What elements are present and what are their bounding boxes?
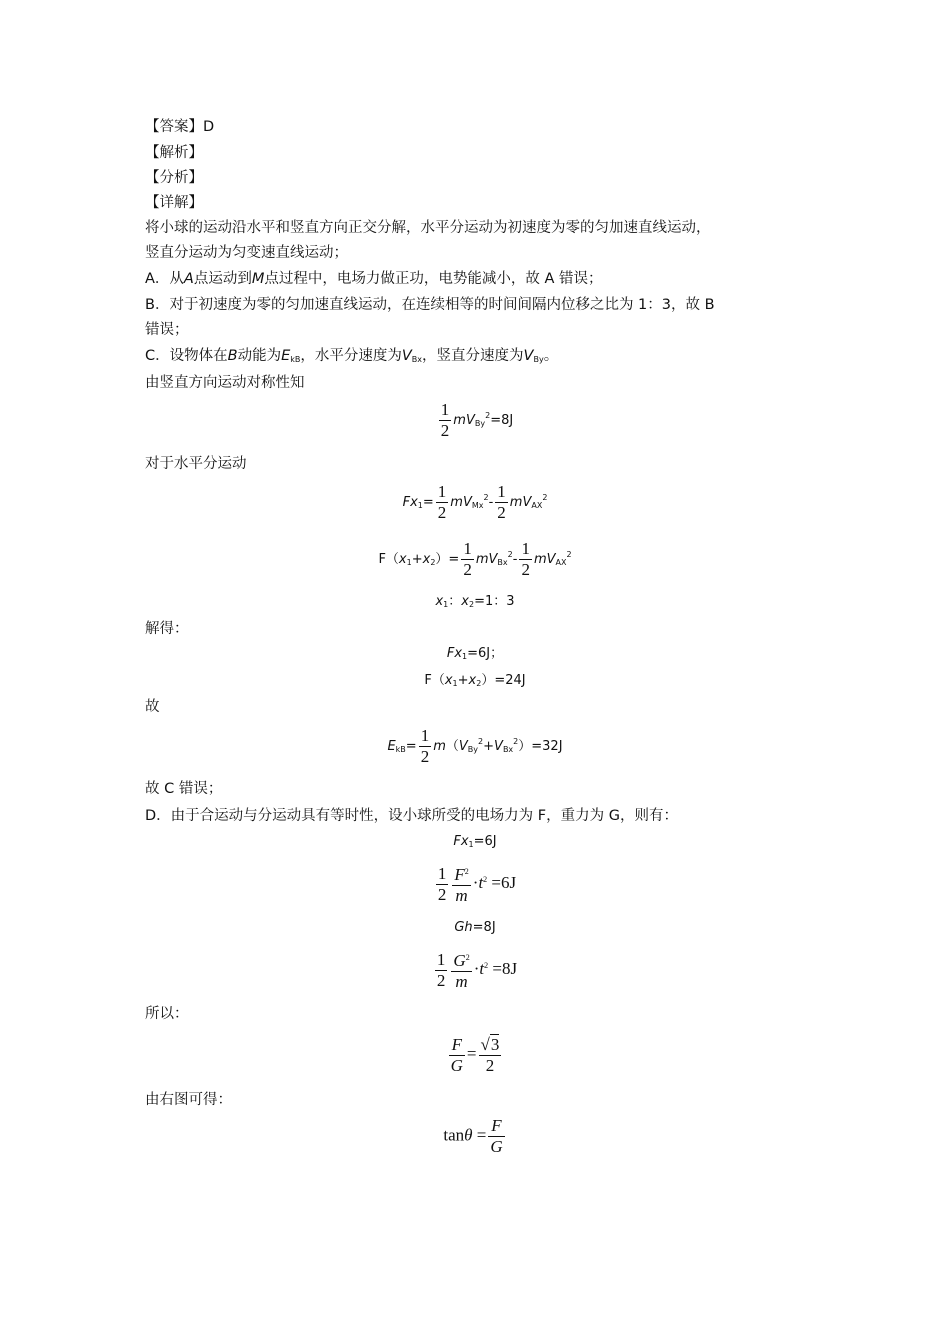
therefore-line: 故 (145, 699, 160, 715)
fraction-half: $\frac{1}{2}$ (521, 539, 530, 579)
option-c-t3: ，水平分速度为 (300, 348, 402, 364)
fraction-sqrt3-over-2: $\frac{√3}{2}$ (480, 1035, 500, 1075)
option-b-line-1: B．对于初速度为零的匀加速直线运动，在连续相等的时间间隔内位移之比为 1：3，故 B (145, 297, 715, 313)
equation-fx1-result: $Fx_1=6J$； (446, 646, 504, 661)
xiangjie-heading: 【详解】 (145, 195, 203, 211)
option-a-prefix: A．从 (145, 271, 184, 287)
fraction-half: $\frac{1}{2}$ (436, 949, 446, 990)
option-a-rest: 点过程中，电场力做正功，电势能减小，故 A 错误； (264, 271, 603, 287)
equation-fx1: $Fx_1=$ $\frac{1}{2}$ $mV_{Mx}^2-$ $\frac{1}{2}$ $mV_{AX}^2$ (402, 482, 548, 522)
from-figure-line: 由右图可得： (145, 1092, 232, 1108)
answer-line: 【答案】D (145, 119, 215, 135)
paragraph-decomposition-1: 将小球的运动沿水平和竖直方向正交分解，水平分运动为初速度为零的匀加速直线运动， (145, 220, 711, 236)
fraction-g2-over-m: $\frac{G^2}{m}$ (451, 948, 471, 992)
fraction-f-over-g: $\frac{F}{G}$ (450, 1034, 463, 1075)
equation-ekb: $E_{kB}=$ $\frac{1}{2}$ $m(V_{By}^2+V_{Bx}^2)=32J$ (387, 726, 563, 766)
option-c-wrong-line: 故 C 错误； (145, 781, 223, 797)
fraction-half: $\frac{1}{2}$ (463, 539, 472, 579)
fraction-half: $\frac{1}{2}$ (437, 482, 447, 522)
paragraph-decomposition-2: 竖直分运动为匀变速直线运动； (145, 245, 348, 261)
equation-ratio: $x_1$：$x_2=1$：3 (435, 594, 515, 609)
fenxi-heading: 【分析】 (145, 170, 203, 186)
option-a-mid: 点运动到 (193, 271, 252, 287)
fraction-f-over-g: $\frac{F}{G}$ (490, 1116, 503, 1156)
option-c-prefix: C．设物体在 (145, 348, 228, 364)
so-line: 所以： (145, 1006, 189, 1022)
equation-vertical-energy: $\frac{1}{2}$ $mV_{By}^2=8J$ (440, 400, 514, 440)
option-b-line-2: 错误； (145, 322, 189, 338)
option-c-t2: 动能为 (237, 348, 282, 364)
symmetry-line: 由竖直方向运动对称性知 (145, 375, 305, 391)
option-a-line (145, 269, 603, 289)
solve-line: 解得： (145, 621, 189, 637)
ekb-subscript: kB (290, 355, 301, 364)
horizontal-motion-line: 对于水平分运动 (145, 456, 247, 472)
option-d-line: D．由于合运动与分运动具有等时性，设小球所受的电场力为 F，重力为 G，则有： (145, 808, 678, 824)
equation-fx1-6j: $Fx_1=6J$ (453, 834, 497, 849)
option-c-t4: ，竖直分速度为 (422, 348, 524, 364)
option-c-line (145, 346, 558, 370)
vbx-symbol: V (401, 348, 412, 364)
fraction-half: $\frac{1}{2}$ (440, 400, 450, 440)
fraction-half: $\frac{1}{2}$ (420, 726, 430, 766)
option-c-t5: 。 (543, 348, 559, 364)
fraction-f2-over-m: $\frac{F^2}{m}$ (452, 862, 470, 906)
vby-subscript: By (533, 355, 544, 364)
fraction-half: $\frac{1}{2}$ (437, 863, 447, 904)
equation-tan-theta: tanθ = $\frac{F}{G}$ (443, 1116, 503, 1156)
point-b: B (227, 348, 238, 364)
equation-f-total-result: $F(x_1+x_2)=24J$ (424, 673, 526, 688)
equation-f-kinematic: $\frac{1}{2}$ $\frac{F^2}{m}$ $\cdot t^2 =6J$ (437, 863, 517, 905)
equation-gh-8j: Gh=8J (454, 920, 496, 935)
equation-f-x1-x2: $F(x_1+x_2)=$ $\frac{1}{2}$ $mV_{Bx}^2-$ $\frac{1}{2}$ $mV_{AX}^2$ (378, 539, 572, 579)
vbx-subscript: Bx (411, 355, 423, 364)
vby-symbol: V (523, 348, 534, 364)
equation-f-over-g: $\frac{F}{G}$ = $\frac{√3}{2}$ (450, 1034, 500, 1075)
ekb-symbol: E (281, 348, 291, 364)
fraction-half: $\frac{1}{2}$ (497, 482, 506, 522)
equation-g-kinematic: $\frac{1}{2}$ $\frac{G^2}{m}$ $\cdot t^2 =8J$ (436, 949, 518, 991)
point-m: M (251, 271, 265, 287)
point-a: A (183, 271, 194, 287)
analysis-heading: 【解析】 (145, 145, 203, 161)
sqrt-sign: √ (480, 1035, 490, 1054)
